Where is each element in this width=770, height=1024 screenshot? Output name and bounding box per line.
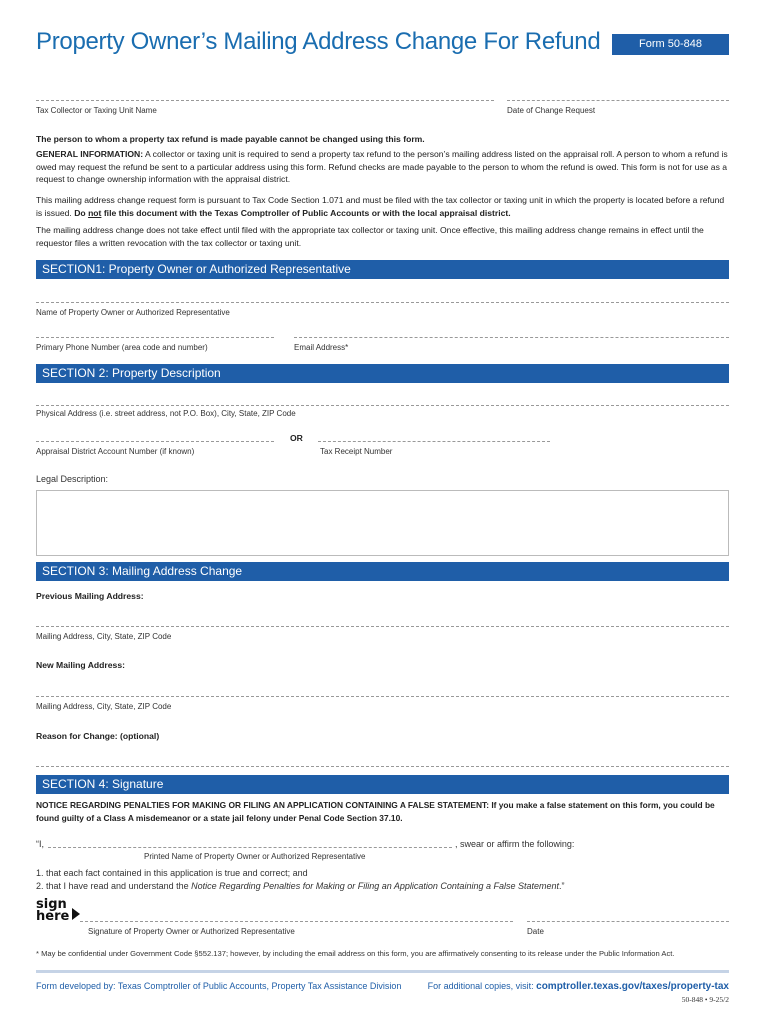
general-information-text: A collector or taxing unit is required to send a property tax refund to the person’s mailing address listed on the appraisal roll. A person to whom a refund is owed may request the refund be sent to a particular address using this form. Refund checks are made payable to the person to whom the refund is owed. This form is not for use as a request to change ownership information with the appraisal district. [36, 149, 728, 184]
footer-copies-link[interactable]: comptroller.texas.gov/taxes/property-tax [536, 981, 729, 992]
legal-description-label: Legal Description: [36, 474, 109, 484]
footer-developed-by: Form developed by: Texas Comptroller of Public Accounts, Property Tax Assistance Division [36, 981, 402, 991]
oath-item-2-suffix: .” [559, 881, 565, 891]
printed-name-label: Printed Name of Property Owner or Authorized Representative [144, 852, 366, 861]
oath-item-2-prefix: 2. that I have read and understand the [36, 881, 192, 891]
email-field[interactable] [294, 337, 729, 338]
sign-here-icon [36, 899, 69, 923]
previous-address-heading: Previous Mailing Address: [36, 591, 144, 601]
do-not-file-not: not [88, 207, 102, 218]
confidentiality-footnote: * May be confidential under Government Code §552.137; however, by including the email address on this form, you are affirmatively consenting to its release under the Public Information Act. [36, 949, 675, 958]
form-title: Property Owner’s Mailing Address Change For Refund [36, 28, 601, 55]
section2-header: SECTION 2: Property Description [36, 364, 729, 383]
collector-name-field[interactable] [36, 100, 494, 101]
general-information-heading: GENERAL INFORMATION: [36, 149, 144, 159]
previous-address-label: Mailing Address, City, State, ZIP Code [36, 632, 172, 641]
footer-form-code: 50-848 • 9-25/2 [681, 995, 729, 1004]
refund-payee-notice: The person to whom a property tax refund is made payable cannot be changed using this form. [36, 134, 425, 144]
footer-copies-prefix: For additional copies, visit: [427, 981, 537, 991]
email-label: Email Address* [294, 343, 349, 352]
signature-field[interactable] [80, 921, 513, 922]
general-information-paragraph [36, 148, 730, 186]
account-number-field[interactable] [36, 441, 274, 442]
legal-description-field[interactable] [36, 490, 729, 556]
physical-address-label: Physical Address (i.e. street address, not P.O. Box), City, State, ZIP Code [36, 409, 296, 418]
new-address-field[interactable] [36, 696, 729, 697]
oath-item-2 [36, 881, 565, 891]
effectiveness-paragraph: The mailing address change does not take effect until filed with the appropriate tax collector or taxing unit. Once effective, this mailing address change remains in effect until the requestor files a written revocation with the tax collector or taxing unit. [36, 225, 704, 248]
signature-date-field[interactable] [527, 921, 729, 922]
date-of-request-label: Date of Change Request [507, 106, 596, 115]
reason-heading: Reason for Change: (optional) [36, 731, 160, 741]
new-address-label: Mailing Address, City, State, ZIP Code [36, 702, 172, 711]
owner-name-field[interactable] [36, 302, 729, 303]
sign-here-line1: sign [36, 897, 67, 912]
do-not-file-suffix: file this document with the Texas Comptroller of Public Accounts or with the local appraisal district. [101, 207, 511, 218]
or-separator: OR [290, 433, 303, 443]
section4-header: SECTION 4: Signature [36, 775, 729, 794]
oath-item-2-notice-title: Notice Regarding Penalties for Making or Filing an Application Containing a False Statement [191, 881, 559, 891]
sign-here-arrow-icon [72, 908, 80, 920]
section1-header: SECTION1: Property Owner or Authorized Representative [36, 260, 729, 279]
collector-name-label: Tax Collector or Taxing Unit Name [36, 106, 157, 115]
section3-header: SECTION 3: Mailing Address Change [36, 562, 729, 581]
date-of-request-field[interactable] [507, 100, 729, 101]
signature-date-label: Date [527, 927, 544, 936]
phone-label: Primary Phone Number (area code and number) [36, 343, 208, 352]
new-address-heading: New Mailing Address: [36, 660, 125, 670]
physical-address-field[interactable] [36, 405, 729, 406]
swear-text: , swear or affirm the following: [455, 839, 575, 849]
tax-receipt-field[interactable] [318, 441, 550, 442]
footer-copies [428, 981, 729, 992]
printed-name-field[interactable] [48, 847, 452, 848]
account-number-label: Appraisal District Account Number (if known) [36, 447, 195, 456]
tax-receipt-label: Tax Receipt Number [320, 447, 393, 456]
filing-instructions-text: This mailing address change request form is pursuant to Tax Code Section 1.071 and must be filed with the tax collector or taxing unit in which the property is located before a refund is issued. [36, 195, 725, 218]
penalty-notice: NOTICE REGARDING PENALTIES FOR MAKING OR FILING AN APPLICATION CONTAINING A FALSE STATEMENT: If you make a false statement on this form, you could be found guilty of a Class A misdemeanor or a state jail felony under Penal Code Section 37.10. [36, 800, 715, 823]
reason-field[interactable] [36, 766, 729, 767]
oath-item-1: 1. that each fact contained in this application is true and correct; and [36, 868, 308, 878]
form-number-badge: Form 50-848 [612, 34, 729, 55]
footer-divider [36, 970, 729, 973]
oath-open-quote: “I, [36, 839, 44, 849]
sign-here-line2: here [36, 909, 70, 924]
signature-label: Signature of Property Owner or Authorized Representative [88, 927, 295, 936]
filing-instructions-paragraph [36, 194, 730, 219]
owner-name-label: Name of Property Owner or Authorized Representative [36, 308, 230, 317]
phone-field[interactable] [36, 337, 274, 338]
do-not-file-prefix: Do [74, 207, 89, 218]
previous-address-field[interactable] [36, 626, 729, 627]
